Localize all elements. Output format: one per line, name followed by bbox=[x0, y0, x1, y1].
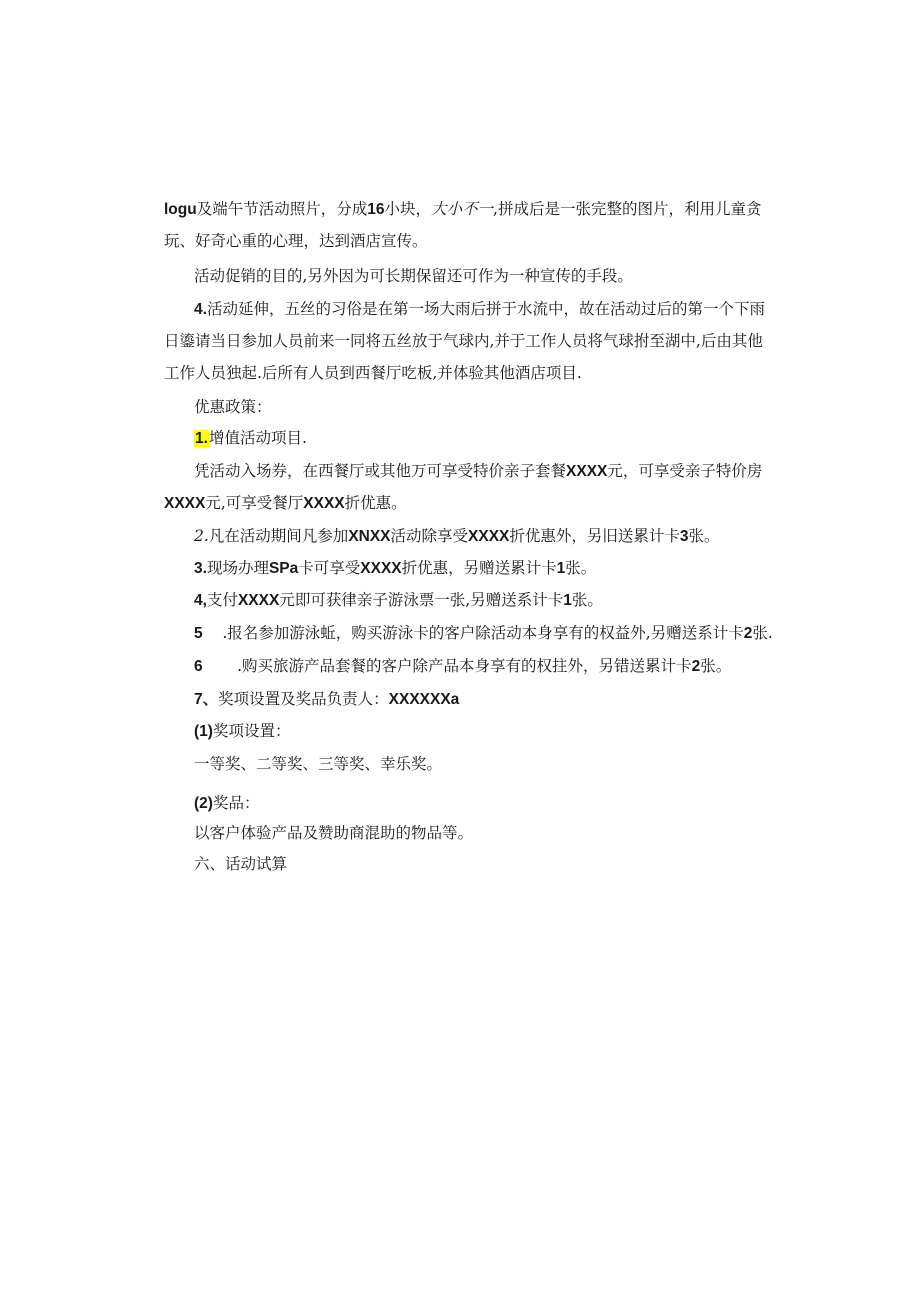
text-run: 一等奖、二等奖、三等奖、幸乐奖。 bbox=[194, 755, 443, 773]
text-run: 3. bbox=[194, 560, 207, 577]
text-run: 活动延伸，五丝的习俗是在第一场大雨后拼于水流中，故在活动过后的第一个下雨 bbox=[206, 300, 765, 318]
text-line bbox=[194, 655, 731, 677]
text-run: logu bbox=[164, 201, 197, 218]
text-run: 玩、好奇心重的心理，达到酒店宣传。 bbox=[164, 232, 428, 250]
text-run: 折优惠，另赠送累计卡 bbox=[401, 559, 557, 577]
text-line bbox=[194, 589, 603, 611]
text-run: 活动促销的目的,另外因为可长期保留还可作为一种宣传的手段。 bbox=[194, 267, 633, 285]
text-run: 6 bbox=[194, 658, 203, 675]
text-line bbox=[194, 753, 442, 775]
text-run: 日鎏请当日参加人员前来一同将五丝放于气球内,并于工作人员将气球拊至湖中,后由其他 bbox=[164, 332, 763, 350]
text-run: XXXX bbox=[566, 463, 608, 480]
text-run: 及端午节活动照片，分成 bbox=[196, 200, 368, 218]
text-run: XXXX bbox=[468, 528, 510, 545]
text-run: 增值活动项目. bbox=[208, 429, 307, 447]
text-run: 奖项设置： bbox=[212, 722, 291, 740]
text-line bbox=[194, 792, 259, 814]
text-line bbox=[194, 822, 473, 844]
text-line bbox=[194, 688, 459, 710]
text-line bbox=[194, 720, 290, 742]
text-line bbox=[194, 853, 287, 875]
text-run: 元,可享受餐厅 bbox=[205, 494, 304, 512]
text-run: 张. bbox=[752, 624, 773, 642]
text-run: 卡可享受 bbox=[298, 559, 361, 577]
text-run: 凭活动入场券，在西餐厅或其他万可享受特价亲子套餐 bbox=[194, 462, 567, 480]
text-run: 3 bbox=[679, 528, 689, 545]
text-run: 以客户体验产品及赞助商混助的物品等。 bbox=[194, 824, 474, 842]
text-run: 凡在活动期间凡参加 bbox=[208, 527, 349, 545]
text-run: . bbox=[202, 624, 228, 642]
text-run: SPa bbox=[268, 560, 299, 577]
text-run: XXXX bbox=[237, 592, 280, 609]
text-line bbox=[194, 622, 773, 644]
text-run: 工作人员独起.后所有人员到西餐厅吃板,并体验其他酒店项目. bbox=[164, 364, 582, 382]
text-line bbox=[194, 460, 762, 482]
text-run: 张。 bbox=[571, 591, 603, 609]
text-line bbox=[194, 265, 633, 287]
text-run: 5 bbox=[194, 625, 203, 642]
text-run: 1 bbox=[563, 592, 572, 609]
text-run: 1. bbox=[195, 430, 208, 447]
text-run: XXXX bbox=[360, 560, 402, 577]
text-line bbox=[194, 525, 720, 547]
text-run: (2) bbox=[194, 795, 213, 812]
text-run: (1) bbox=[194, 723, 213, 740]
text-run: 张。 bbox=[565, 559, 597, 577]
text-run: 奖项设置及奖品负责人： bbox=[218, 690, 389, 708]
text-run: XXXX bbox=[164, 495, 206, 512]
text-run: 2 bbox=[743, 625, 753, 642]
text-line bbox=[164, 362, 582, 384]
text-run: 1 bbox=[556, 560, 566, 577]
text-run: 购买旅游产品套餐的客户除产品本身享有的权拄外，另错送累计卡 bbox=[242, 657, 692, 675]
text-line bbox=[194, 396, 272, 418]
text-run: 2. bbox=[194, 527, 209, 545]
text-run: XNXX bbox=[348, 528, 391, 545]
text-run: ,拼成后是一张完整的图片，利用儿童贪 bbox=[493, 200, 762, 218]
text-run: 大小不一 bbox=[431, 200, 494, 218]
text-run: 奖品： bbox=[212, 794, 260, 812]
text-line bbox=[194, 427, 307, 449]
text-line bbox=[194, 557, 596, 579]
text-line bbox=[164, 230, 428, 252]
text-run: 小块， bbox=[384, 200, 431, 218]
text-run: 4. bbox=[194, 301, 207, 318]
text-run: 张。 bbox=[700, 657, 732, 675]
text-run: . bbox=[202, 657, 243, 675]
text-run: XXXXXXa bbox=[388, 691, 460, 708]
text-run: 支付 bbox=[206, 591, 238, 609]
text-line bbox=[194, 298, 765, 320]
text-run: 2 bbox=[691, 658, 701, 675]
text-run: 活动除享受 bbox=[390, 527, 469, 545]
text-line bbox=[164, 492, 407, 514]
text-line bbox=[164, 198, 761, 220]
text-run: 16 bbox=[367, 201, 385, 218]
text-run: XXXX bbox=[303, 495, 345, 512]
text-run: 现场办理 bbox=[206, 559, 269, 577]
text-line bbox=[164, 330, 763, 352]
text-run: 张。 bbox=[688, 527, 720, 545]
text-run: 六、话动试算 bbox=[194, 855, 288, 873]
text-run: 折优惠外，另旧送累计卡 bbox=[509, 527, 680, 545]
text-run: 元，可享受亲子特价房 bbox=[607, 462, 763, 480]
text-run: 折优惠。 bbox=[344, 494, 407, 512]
text-run: 优惠政策： bbox=[194, 398, 272, 416]
text-run: 7、 bbox=[194, 691, 219, 708]
text-run: 元即可获律亲子游泳票一张,另赠送系计卡 bbox=[279, 591, 564, 609]
text-run: 报名参加游泳蚯，购买游泳卡的客户除活动本身享有的权益外,另赠送系计卡 bbox=[227, 624, 744, 642]
text-run: 4, bbox=[194, 592, 207, 609]
